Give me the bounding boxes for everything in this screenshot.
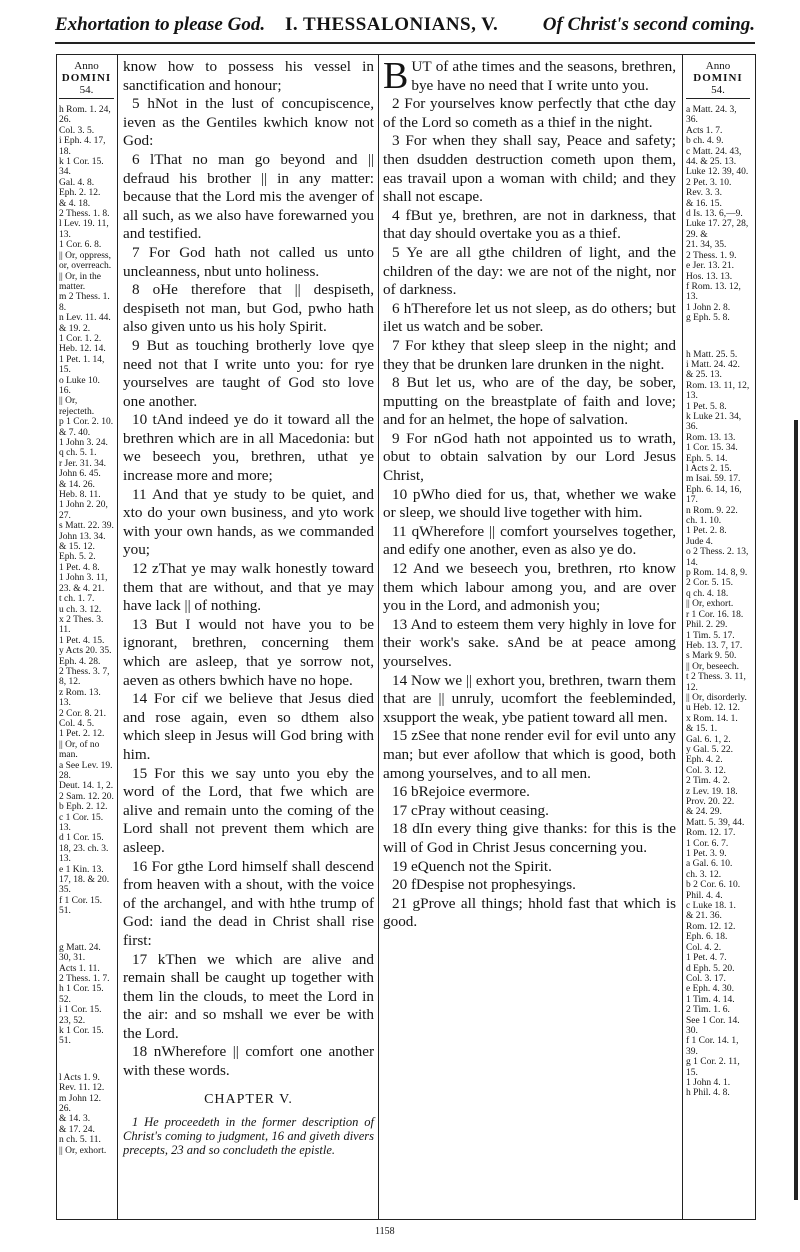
margin-reference: 2 Thess. 3. 7, 8, 12.	[59, 666, 110, 688]
margin-reference: a See Lev. 19. 28.	[59, 760, 113, 781]
margin-reference: i 1 Cor. 15. 23, 52.	[59, 1005, 102, 1026]
right-margin-rule	[682, 54, 683, 1220]
margin-reference: Deut. 14. 1, 2.	[59, 781, 114, 792]
margin-reference: c Matt. 24. 43, 44. & 25. 13.	[686, 146, 742, 168]
margin-reference: b ch. 4. 9.	[686, 136, 724, 147]
margin-reference: Heb. 13. 7, 17.	[686, 640, 743, 651]
verse: 13 But I would not have you to be ignorant, brethren, concerning them which are asleep, that ye sorrow not, aeven as others bwhich have no hope.	[123, 615, 374, 689]
domini-label: DOMINI	[61, 72, 112, 84]
right-margin-notes	[686, 60, 750, 1099]
margin-reference: || Or, disorderly.	[686, 692, 747, 703]
anno-label: Anno	[74, 60, 99, 72]
margin-reference: e Eph. 4. 30.	[686, 984, 735, 995]
margin-reference: & 21. 36.	[686, 911, 722, 922]
margin-reference: & 19. 2.	[59, 323, 91, 334]
margin-reference: m Isai. 59. 17.	[686, 474, 741, 485]
running-header	[55, 12, 755, 44]
verse: 18 nWherefore || comfort one another with these words.	[123, 1043, 374, 1080]
anno-year-right: 54.	[711, 84, 725, 96]
margin-reference: 1 Pet. 4. 8.	[59, 562, 100, 573]
left-margin-rule	[117, 54, 118, 1220]
margin-reference: John 13. 34.	[59, 531, 106, 542]
margin-reference: 2 Cor. 8. 21.	[59, 708, 106, 719]
margin-reference: 1 Pet. 1. 14, 15.	[59, 354, 105, 376]
verse: 21 gProve all things; hhold fast that which is good.	[383, 894, 676, 931]
margin-reference: 1 Pet. 4. 7.	[686, 953, 727, 964]
margin-reference: Eph. 5. 2.	[59, 552, 96, 563]
margin-reference: Phil. 2. 29.	[686, 620, 728, 631]
margin-reference: Eph. 6. 18.	[686, 932, 728, 943]
margin-reference: 1 Cor. 15. 34.	[686, 443, 738, 454]
margin-reference: Jude 4.	[686, 536, 713, 547]
margin-reference: e 1 Kin. 13. 17, 18. & 20. 35.	[59, 864, 110, 896]
verse: 14 For cif we believe that Jesus died and rose again, even so dthem also which sleep in Jesus will God bring with him.	[123, 690, 374, 763]
left-margin-notes	[59, 60, 114, 1156]
margin-reference: Eph. 6. 14, 16, 17.	[686, 484, 742, 506]
margin-reference: 2 Pet. 3. 10.	[686, 177, 732, 188]
margin-reference: q ch. 4. 18.	[686, 588, 729, 599]
margin-reference: Acts 1. 11.	[59, 963, 100, 974]
margin-reference: 1 Cor. 6. 8.	[59, 240, 102, 251]
verse: 17 kThen we which are alive and remain shall be caught up together with them lin the clouds, to meet the Lord in the air: and so mshall we ever be with the Lord.	[123, 950, 374, 1042]
margin-reference: Col. 3. 17.	[686, 973, 726, 984]
margin-reference: Phil. 4. 4.	[686, 890, 723, 901]
margin-reference: b Eph. 2. 12.	[59, 802, 108, 813]
verse: 20 fDespise not prophesyings.	[392, 876, 576, 894]
margin-reference: Heb. 12. 14.	[59, 344, 106, 355]
margin-reference: 1 Pet. 4. 15.	[59, 635, 105, 646]
first-word: UT	[411, 58, 432, 75]
margin-reference: i Matt. 24. 42.	[686, 359, 740, 370]
verse: 11 And that ye study to be quiet, and xto do your own business, and yto work with your own hands, as we commanded you;	[123, 485, 374, 559]
margin-reference: h Rom. 1. 24, 26.	[59, 105, 111, 126]
verse: 8 But let us, who are of the day, be sober, mputting on the breastplate of faith and love; and for an helmet, the hope of salvation.	[383, 374, 676, 429]
margin-reference: l Acts 1. 9.	[59, 1072, 100, 1083]
margin-reference: n Lev. 11. 44.	[59, 313, 111, 324]
margin-reference: o Luke 10. 16.	[59, 375, 100, 396]
margin-reference: p Rom. 14. 8, 9.	[686, 568, 748, 579]
drop-cap: B	[383, 55, 409, 97]
margin-reference: z Lev. 19. 18.	[686, 786, 738, 797]
text-column-1	[123, 58, 374, 1157]
margin-reference: a Matt. 24. 3, 36.	[686, 105, 737, 126]
margin-reference: p 1 Cor. 2. 10.	[59, 417, 114, 428]
margin-reference: Rev. 11. 12.	[59, 1083, 105, 1094]
margin-reference: 1 John 2. 20, 27.	[59, 500, 108, 521]
margin-reference: g 1 Cor. 2. 11, 15.	[686, 1057, 740, 1078]
margin-reference: k 1 Cor. 15. 51.	[59, 1025, 104, 1047]
margin-reference: m 2 Thess. 1. 8.	[59, 292, 110, 313]
header-left-title: Exhortation to please God.	[55, 14, 266, 35]
verse: 17 cPray without ceasing.	[392, 801, 549, 819]
margin-reference: 1 Pet. 5. 8.	[686, 401, 727, 412]
margin-reference: h Phil. 4. 8.	[686, 1088, 730, 1099]
margin-reference: 1 John 3. 11, 23. & 4. 21.	[59, 573, 108, 594]
margin-reference: s Matt. 22. 39.	[59, 521, 114, 532]
header-book-title: I. THESSALONIANS, V.	[285, 14, 499, 35]
margin-reference: r Jer. 31. 34.	[59, 458, 106, 469]
margin-reference: Eph. 4. 2.	[686, 755, 723, 766]
margin-reference: Rom. 12. 12.	[686, 921, 736, 932]
verse: know how to possess his vessel in sanctification and honour;	[123, 58, 374, 94]
margin-reference: 2 Sam. 12. 20.	[59, 791, 114, 802]
margin-reference: See 1 Cor. 14. 30.	[686, 1015, 740, 1036]
margin-reference: Hos. 13. 13.	[686, 271, 733, 282]
verse: 5 Ye are all gthe children of light, and the children of the day: we are not of the night, nor of darkness.	[383, 243, 676, 299]
margin-reference: ch. 1. 10.	[686, 516, 722, 527]
margin-reference: Col. 4. 2.	[686, 942, 722, 953]
verse: 16 For gthe Lord himself shall descend from heaven with a shout, with the voice of the archangel, and with hthe trump of God: iand the dead in Christ shall rise first:	[123, 857, 374, 949]
margin-reference: || Or, in the matter.	[59, 271, 101, 292]
verse: 8 oHe therefore that || despiseth, despiseth not man, but God, pwho hath also given unto us his holy Spirit.	[123, 281, 374, 336]
margin-reference: 1 Cor. 6. 7.	[686, 838, 729, 849]
margin-reference: s Mark 9. 50.	[686, 651, 737, 662]
margin-reference: c 1 Cor. 15. 13.	[59, 812, 104, 834]
margin-reference: h 1 Cor. 15. 52.	[59, 984, 104, 1005]
margin-reference: d 1 Cor. 15. 18, 23. ch. 3. 13.	[59, 833, 109, 865]
margin-reference: 1 John 3. 24.	[59, 438, 108, 448]
margin-reference: Matt. 5. 39, 44.	[686, 817, 745, 828]
margin-reference: d Eph. 5. 20.	[686, 963, 735, 974]
verse: 19 eQuench not the Spirit.	[392, 857, 552, 875]
margin-reference: 1 John 2. 8.	[686, 302, 731, 313]
verse: 7 For kthey that sleep sleep in the night; and they that be drunken lare drunken in the night.	[383, 336, 676, 373]
verse: 12 zThat ye may walk honestly toward them that are without, and that ye may have lack || of nothing.	[123, 560, 374, 615]
margin-reference: & 24. 29.	[686, 807, 722, 818]
margin-reference	[59, 1047, 114, 1073]
margin-reference: 2 Tim. 1. 6.	[686, 1005, 730, 1016]
margin-reference: || Or, exhort.	[686, 599, 734, 610]
margin-reference: & 15. 12.	[59, 542, 95, 553]
margin-reference: & 16. 15.	[686, 198, 722, 209]
margin-reference: 2 Tim. 4. 2.	[686, 776, 730, 787]
margin-reference: c Luke 18. 1.	[686, 901, 736, 912]
margin-reference: 1 Cor. 1. 2.	[59, 333, 102, 344]
verse: 16 bRejoice evermore.	[392, 783, 530, 801]
col2-verses	[383, 95, 676, 932]
column-divider	[378, 54, 379, 1220]
margin-reference: Luke 17. 27, 28, 29. &	[686, 219, 749, 240]
margin-reference: 1 Tim. 5. 17.	[686, 630, 735, 641]
header-right-title: Of Christ's second coming.	[542, 14, 755, 35]
domini-label-right: DOMINI	[693, 72, 743, 84]
verse: 11 qWherefore || comfort yourselves together, and edify one another, even as also ye do.	[383, 522, 676, 559]
col1-verses	[123, 58, 374, 1081]
margin-reference: Col. 3. 12.	[686, 765, 726, 776]
verse: 10 pWho died for us, that, whether we wake or sleep, we should live together with him.	[383, 485, 676, 522]
margin-reference: 2 Thess. 1. 8.	[59, 209, 110, 220]
margin-reference: 2 Thess. 1. 9.	[686, 250, 737, 261]
margin-reference: Col. 3. 5.	[59, 125, 95, 136]
margin-reference: & 4. 18.	[59, 198, 91, 209]
margin-reference: & 7. 40.	[59, 427, 91, 438]
verse: 14 Now we || exhort you, brethren, twarn them that are || unruly, ucomfort the feebleminded, xsupport the weak, ybe patient toward all men.	[383, 671, 676, 726]
margin-reference: Prov. 20. 22.	[686, 797, 735, 807]
margin-reference: 21. 34, 35.	[686, 240, 727, 251]
margin-reference: y Gal. 5. 22.	[686, 744, 733, 755]
margin-reference: Gal. 4. 8.	[59, 177, 95, 188]
margin-reference: Rom. 12. 17.	[686, 828, 736, 839]
margin-reference: & 15. 1.	[686, 724, 718, 735]
margin-reference: Col. 4. 5.	[59, 718, 95, 729]
margin-reference: 1 Tim. 4. 14.	[686, 994, 735, 1005]
verse: 7 For God hath not called us unto uncleanness, nbut unto holiness.	[123, 243, 374, 280]
margin-reference: n Rom. 9. 22.	[686, 505, 738, 516]
margin-reference: || Or, oppress, or, overreach.	[59, 250, 112, 272]
margin-reference: John 6. 45.	[59, 469, 101, 480]
margin-reference: k Luke 21. 34, 36.	[686, 411, 742, 433]
chapter-heading: CHAPTER V.	[204, 1091, 293, 1107]
right-note-list	[686, 105, 750, 1099]
verse: 9 For nGod hath not appointed us to wrath, obut to obtain salvation by our Lord Jesus Christ,	[383, 429, 676, 485]
margin-reference: Rev. 3. 3.	[686, 188, 723, 199]
margin-reference: i Eph. 4. 17, 18.	[59, 136, 106, 157]
verse: 18 dIn every thing give thanks: for this is the will of God in Christ Jesus concerning you.	[383, 820, 676, 856]
margin-reference: & 14. 26.	[59, 479, 95, 490]
verse-1-opening	[383, 55, 677, 97]
anno-rule-right	[686, 98, 750, 99]
margin-reference: f Rom. 13. 12, 13.	[686, 281, 741, 303]
page-number: 1158	[375, 1226, 395, 1237]
margin-reference: r 1 Cor. 16. 18.	[686, 609, 744, 620]
margin-reference: a Gal. 6. 10.	[686, 859, 733, 870]
margin-reference: l Lev. 19. 11, 13.	[59, 219, 109, 240]
margin-reference: || Or, beseech.	[686, 661, 740, 672]
anno-label-right: Anno	[705, 60, 731, 72]
margin-reference: 2 Thess. 1. 7.	[59, 973, 110, 984]
margin-reference: || Or, of no man.	[59, 739, 100, 761]
margin-reference: 1 Pet. 3. 9.	[686, 849, 727, 860]
verse: 2 For yourselves know perfectly that cthe day of the Lord so cometh as a thief in the night.	[383, 95, 676, 131]
verse: 5 hNot in the lust of concupiscence, ieven as the Gentiles kwhich know not God:	[123, 95, 374, 150]
text-column-2	[383, 55, 677, 932]
verse: 6 hTherefore let us not sleep, as do others; but ilet us watch and be sober.	[383, 299, 676, 336]
margin-reference: Eph. 4. 28.	[59, 656, 101, 667]
margin-reference: Rom. 13. 11, 12, 13.	[686, 380, 750, 402]
verse: 6 lThat no man go beyond and || defraud his brother || in any matter: because that the Lord mis the avenger of all such, as we also have forewarned you and testified.	[123, 150, 374, 243]
margin-reference: u Heb. 12. 12.	[686, 703, 740, 714]
margin-reference: & 25. 13.	[686, 370, 722, 381]
margin-reference: || Or, rejecteth.	[59, 396, 95, 417]
margin-reference: y Acts 20. 35.	[59, 646, 112, 657]
verse: 13 And to esteem them very highly in love for their work's sake. sAnd be at peace among yourselves.	[383, 615, 676, 670]
margin-reference	[686, 324, 750, 350]
margin-reference: q ch. 5. 1.	[59, 448, 97, 459]
margin-reference: g Matt. 24. 30, 31.	[59, 942, 101, 964]
margin-reference: || Or, exhort.	[59, 1145, 107, 1156]
margin-reference: z Rom. 13. 13.	[59, 687, 101, 709]
verse: 4 fBut ye, brethren, are not in darkness, that that day should overtake you as a thief.	[383, 206, 676, 243]
margin-reference: d Is. 13. 6,—9.	[686, 209, 743, 220]
margin-reference: h Matt. 25. 5.	[686, 349, 738, 360]
verse: 15 For this we say unto you eby the word of the Lord, that fwe which are alive and remain unto the coming of the Lord shall not prevent them which are asleep.	[123, 764, 374, 856]
margin-reference: t 2 Thess. 3. 11, 12.	[686, 672, 746, 693]
verse: 15 zSee that none render evil for evil unto any man; but ever afollow that which is good, both among yourselves, and to all men.	[383, 727, 676, 782]
left-note-list	[59, 105, 114, 1156]
margin-reference: g Eph. 5. 8.	[686, 313, 730, 324]
margin-reference: 1 John 4. 1.	[686, 1077, 731, 1088]
margin-reference: Acts 1. 7.	[686, 125, 723, 136]
margin-reference: Eph. 2. 12.	[59, 188, 101, 199]
verse-1-text: of athe times and the seasons, brethren, bye have no need that I write unto you.	[411, 58, 677, 94]
verse: 9 But as touching brotherly love qye need not that I write unto you: for rye yourselves are taught of God sto love one another.	[123, 336, 374, 410]
margin-reference: t ch. 1. 7.	[59, 594, 95, 605]
verse: 3 For when they shall say, Peace and safety; then dsudden destruction cometh upon them, eas travail upon a woman with child; and they shall not escape.	[383, 132, 676, 206]
margin-reference: 1 Pet. 2. 8.	[686, 526, 727, 537]
margin-reference: o 2 Thess. 2. 13, 14.	[686, 547, 749, 568]
verse: 10 tAnd indeed ye do it toward all the brethren which are in all Macedonia: but we beseech you, brethren, uthat ye increase more and more;	[123, 411, 374, 485]
anno-year: 54.	[79, 84, 94, 96]
margin-reference: Gal. 6. 1, 2.	[686, 734, 731, 745]
margin-reference: b 2 Cor. 6. 10.	[686, 880, 741, 891]
page-edge-bar	[794, 420, 798, 1200]
margin-reference: Luke 12. 39, 40.	[686, 167, 749, 178]
margin-reference: n ch. 5. 11.	[59, 1135, 101, 1146]
margin-reference	[59, 917, 114, 943]
margin-reference: m John 12. 26.	[59, 1093, 101, 1114]
margin-reference: ch. 3. 12.	[686, 869, 722, 880]
margin-reference: f 1 Cor. 14. 1, 39.	[686, 1036, 739, 1057]
margin-reference: & 17. 24.	[59, 1124, 95, 1135]
margin-reference: x 2 Thes. 3. 11.	[59, 614, 104, 636]
margin-reference: Heb. 8. 11.	[59, 490, 101, 501]
margin-reference: 1 Pet. 2. 12.	[59, 729, 105, 740]
chapter-summary: 1 He proceedeth in the former description of Christ's coming to judgment, 16 and giveth divers precepts, 23 and so concludeth the epistle.	[123, 1115, 374, 1158]
margin-reference: & 14. 3.	[59, 1114, 91, 1125]
margin-reference: Rom. 13. 13.	[686, 432, 736, 443]
margin-reference: l Acts 2. 15.	[686, 464, 732, 474]
verse: 12 And we beseech you, brethren, rto know them which labour among you, and are over you in the Lord, and admonish you;	[383, 560, 676, 615]
margin-reference: f 1 Cor. 15. 51.	[59, 895, 103, 917]
margin-reference: k 1 Cor. 15. 34.	[59, 157, 104, 178]
margin-reference: e Jer. 13. 21.	[686, 261, 735, 272]
anno-rule	[59, 98, 114, 99]
margin-reference: Eph. 5. 14.	[686, 453, 728, 464]
margin-reference: x Rom. 14. 1.	[686, 713, 738, 724]
margin-reference: u ch. 3. 12.	[59, 604, 102, 615]
margin-reference: 2 Cor. 5. 15.	[686, 578, 733, 589]
